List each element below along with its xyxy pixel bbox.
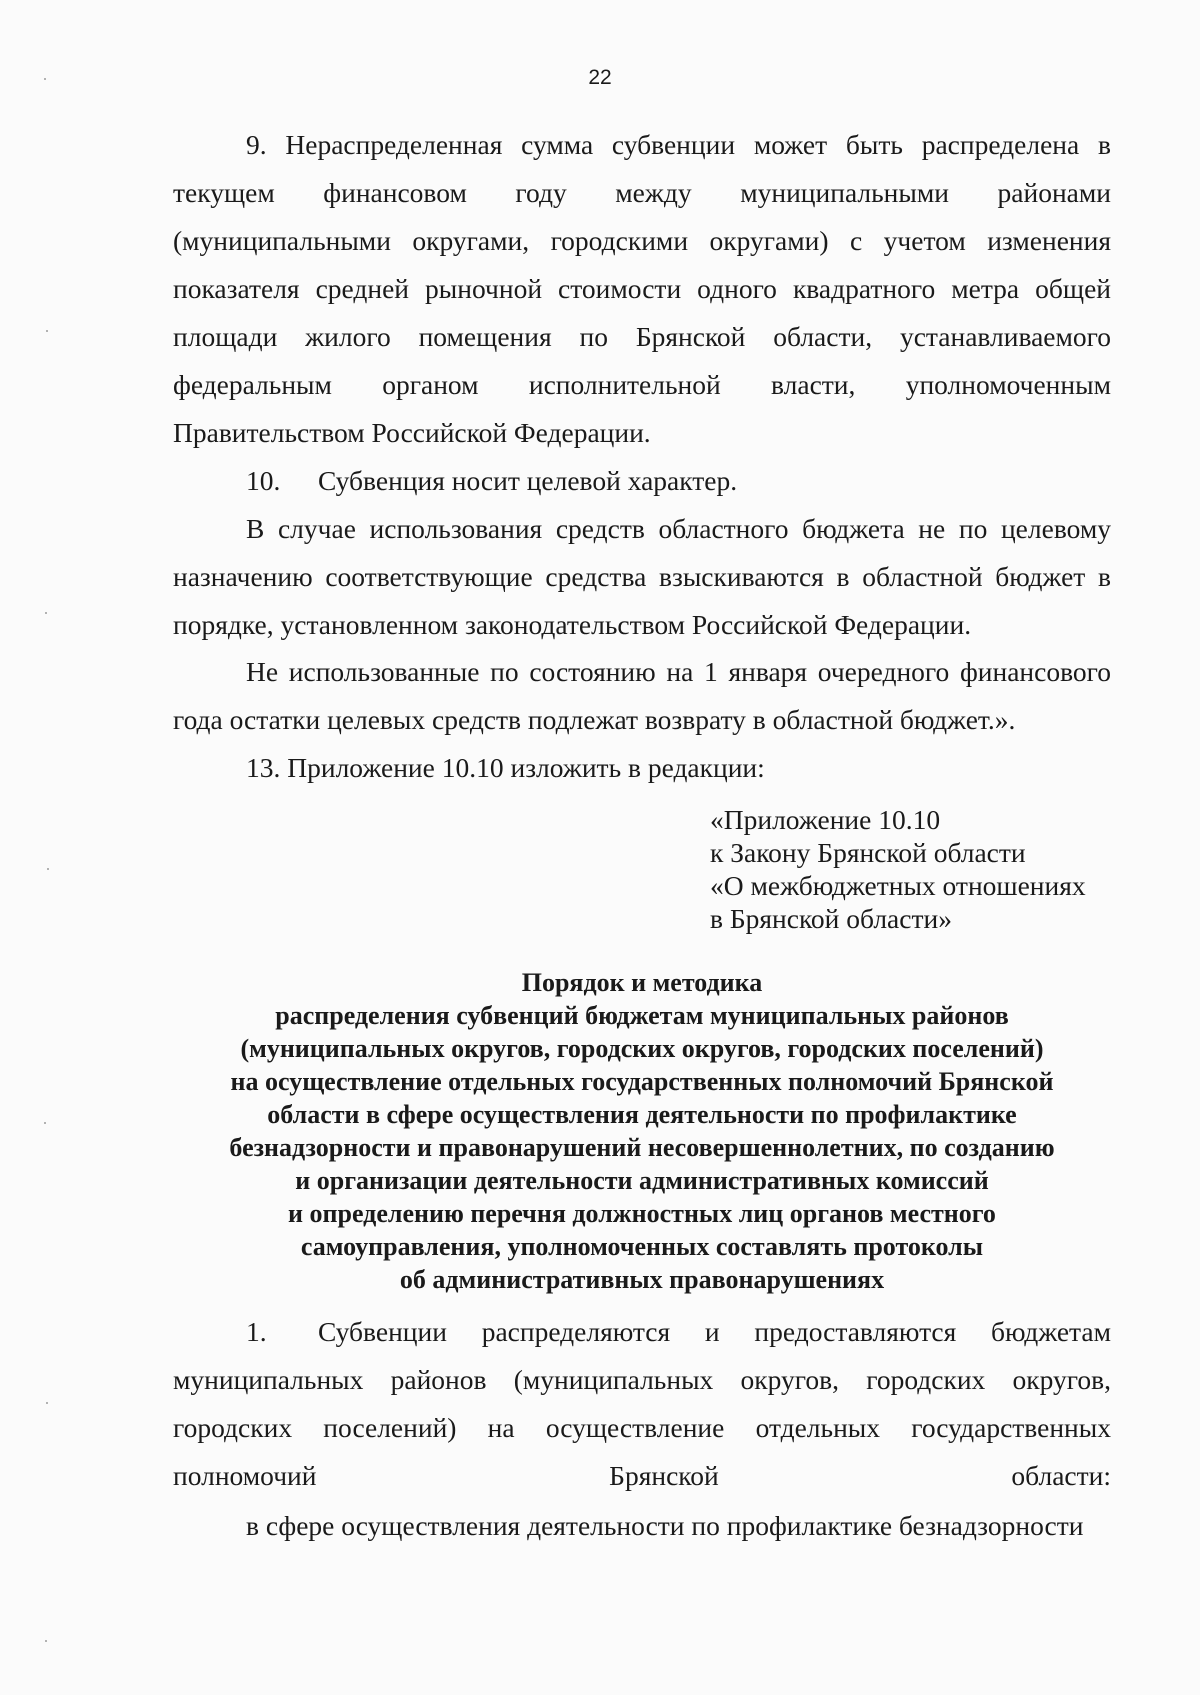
page-number: 22 [588,66,612,89]
section-title-line: Порядок и методика [521,968,763,997]
scan-speck [45,612,47,614]
paragraph-10 [173,457,1111,505]
scan-speck [46,330,48,332]
paragraph-10-text: Субвенция носит целевой характер. [318,465,738,496]
paragraph-13: 13. Приложение 10.10 изложить в редакции: [246,752,765,783]
clause-1 [173,1308,1111,1500]
section-title-line: и определению перечня должностных лиц органов местного [288,1199,996,1228]
section-title-line: на осуществление отдельных государственных полномочий Брянской [230,1067,1054,1096]
paragraph-9: 9. Нераспределенная сумма субвенции может быть распределена в текущем финансовом году между муниципальными районами (муниципальными округами, городскими округами) с учетом изменения показателя средней рыночной стоимости одного квадратного метра общей площади жилого помещения по Брянской области, устанавливаемого федеральным органом исполнительной власти, уполномоченным Правительством Российской Федерации. [173,129,1111,448]
appendix-header [710,803,1130,935]
paragraph-misuse: В случае использования средств областного бюджета не по целевому назначению соответствующие средства взыскиваются в областной бюджет в порядке, установленном законодательством Российской Федерации. [173,513,1111,640]
section-title-line: самоуправления, уполномоченных составлять протоколы [300,1232,984,1261]
section-title-line: распределения субвенций бюджетам муниципальных районов [275,1001,1009,1030]
appendix-header-line: к Закону Брянской области [710,837,1026,868]
paragraph-unused-funds: Не использованные по состоянию на 1 января очередного финансового года остатки целевых средств подлежат возврату в областной бюджет.». [173,656,1111,735]
scan-speck [44,1122,46,1124]
section-title-line: об административных правонарушениях [399,1265,885,1294]
section-title-line: и организации деятельности административных комиссий [295,1166,989,1195]
clause-1-number: 1. [246,1316,267,1347]
paragraph-10-number: 10. [246,465,281,496]
section-title-line: области в сфере осуществления деятельности по профилактике [267,1100,1017,1129]
appendix-header-line: «Приложение 10.10 [710,804,941,835]
scan-speck [45,1640,47,1642]
appendix-header-line: в Брянской области» [710,903,952,934]
appendix-header-line: «О межбюджетных отношениях [710,870,1086,901]
scan-speck [47,868,49,870]
section-title-line: (муниципальных округов, городских округов, городских поселений) [240,1034,1044,1063]
scan-speck [46,1402,48,1404]
clause-sphere: в сфере осуществления деятельности по профилактике безнадзорности [246,1510,1084,1541]
scan-speck [44,78,46,80]
section-title [173,966,1111,1296]
section-title-line: безнадзорности и правонарушений несовершеннолетних, по созданию [229,1133,1055,1162]
clause-1-text: Субвенции распределяются и предоставляются бюджетам муниципальных районов (муниципальных округов, городских округов, городских поселений) на осуществление отдельных государственных полномочий Брянской области: [173,1316,1111,1491]
